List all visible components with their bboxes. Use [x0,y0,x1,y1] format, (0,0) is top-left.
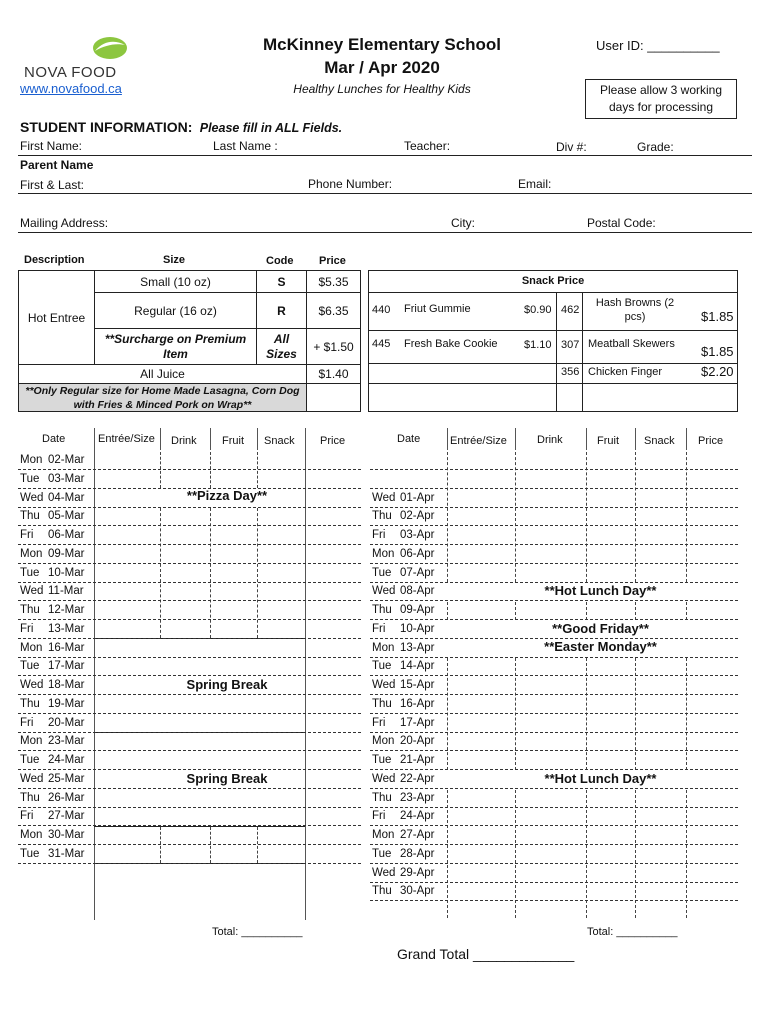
april-date-label: 15-Apr [400,679,435,691]
snack-307-code: 307 [561,339,580,351]
march-date-label: 17-Mar [48,660,85,672]
march-row-divider [18,825,361,826]
hot-lunch-day-label-1: **Hot Lunch Day** [544,583,657,598]
april-row-divider [370,469,738,470]
march-row-divider [18,563,361,564]
last-name-field[interactable]: Last Name : [213,139,278,153]
april-row-divider [370,769,738,770]
march-day-label: Thu [20,698,40,710]
march-row-divider [18,844,361,845]
april-day-label: Thu [372,510,392,522]
march-date-label: 05-Mar [48,510,85,522]
april-row-divider [370,544,738,545]
april-row-divider [370,844,738,845]
nova-food-logo [90,34,130,62]
brand-name: NOVA FOOD [24,64,117,81]
april-date-label: 23-Apr [400,792,435,804]
regular-size-note [18,383,307,412]
march-day-label: Mon [20,548,43,560]
april-row-divider [370,600,738,601]
snack-440-price: $0.90 [524,304,552,316]
user-id-field[interactable]: User ID: __________ [596,38,720,53]
surcharge-premium [94,328,257,365]
price-regular [306,292,361,329]
april-day-label: Wed [372,585,396,597]
march-date-label: 02-Mar [48,454,85,466]
first-last-field[interactable]: First & Last: [20,178,85,192]
april-row-divider [370,750,738,751]
march-day-label: Tue [20,660,40,672]
hot-entree-cell [18,270,95,365]
march-date-label: 16-Mar [48,642,85,654]
march-day-label: Wed [20,773,44,785]
april-date-label: 24-Apr [400,810,435,822]
march-row-divider [18,600,361,601]
april-date-label: 09-Apr [400,604,435,616]
code-all-sizes [256,328,307,365]
march-date-label: 18-Mar [48,679,85,691]
march-day-label: Wed [20,585,44,597]
snack-price-header: Snack Price [521,275,585,287]
april-date-label: 06-Apr [400,548,435,560]
good-friday-label: **Good Friday** [552,621,649,636]
parent-name-heading: Parent Name [20,158,94,172]
postal-code-field[interactable]: Postal Code: [587,216,656,230]
teacher-field[interactable]: Teacher: [404,139,451,153]
march-day-label: Fri [20,810,34,822]
march-date-label: 30-Mar [48,829,85,841]
march-row-divider [18,525,361,526]
april-date-label: 20-Apr [400,735,435,747]
spring-break-label-2: Spring Break [186,771,268,786]
tagline: Healthy Lunches for Healthy Kids [293,82,471,96]
mar-header-snack: Snack [264,435,295,447]
april-day-label: Thu [372,792,392,804]
march-date-label: 03-Mar [48,473,85,485]
grade-field[interactable]: Grade: [637,140,674,154]
april-row-divider [370,563,738,564]
first-name-field[interactable]: First Name: [20,139,83,153]
apr-header-fruit: Fruit [597,435,619,447]
snack-445-name: Fresh Bake Cookie [404,338,498,350]
march-day-label: Thu [20,792,40,804]
april-day-label: Tue [372,848,392,860]
april-day-label: Wed [372,492,396,504]
email-field[interactable]: Email: [518,177,552,191]
april-row-divider [370,488,738,489]
march-date-label: 12-Mar [48,604,85,616]
march-date-label: 09-Mar [48,548,85,560]
march-day-label: Tue [20,473,40,485]
entree-header-description: Description [24,254,85,266]
size-regular-label: Regular (16 oz) [134,303,217,318]
march-date-label: 27-Mar [48,810,85,822]
april-date-label: 02-Apr [400,510,435,522]
snack-445-code: 445 [372,338,391,350]
snack-462-name [588,296,682,324]
march-day-label: Mon [20,829,43,841]
code-small [256,270,307,293]
code-regular [256,292,307,329]
mar-header-date: Date [42,433,66,445]
april-day-label: Fri [372,810,386,822]
snack-440-name: Friut Gummie [404,303,471,315]
price-juice-label: $1.40 [318,367,349,381]
apr-header-drink: Drink [537,434,563,446]
price-small [306,270,361,293]
april-row-divider [370,900,738,901]
snack-356-price: $2.20 [701,364,734,379]
march-day-label: Thu [20,510,40,522]
april-day-label: Tue [372,754,392,766]
april-date-label: 13-Apr [400,642,435,654]
apr-header-entree: Entrée/Size [450,435,507,447]
city-field[interactable]: City: [451,216,475,230]
march-date-label: 25-Mar [48,773,85,785]
march-day-label: Tue [20,567,40,579]
price-juice [306,364,361,384]
snack-307-name: Meatball Skewers [588,338,675,350]
mar-header-fruit: Fruit [222,435,244,447]
april-date-label: 01-Apr [400,492,435,504]
price-surcharge-label: + $1.50 [313,339,354,354]
april-day-label: Mon [372,735,395,747]
mar-header-drink: Drink [171,435,197,447]
student-info-instruction: Please fill in ALL Fields. [199,121,343,135]
april-date-label: 29-Apr [400,867,435,879]
div-field[interactable]: Div #: [556,140,587,154]
april-date-label: 16-Apr [400,698,435,710]
march-date-label: 20-Mar [48,717,85,729]
april-day-label: Wed [372,773,396,785]
april-date-label: 28-Apr [400,848,435,860]
march-date-label: 11-Mar [48,585,84,597]
march-row-divider [18,675,361,676]
entree-header-price: Price [319,255,346,267]
april-date-label: 07-Apr [400,567,435,579]
march-date-label: 04-Mar [48,492,85,504]
april-row-divider [370,675,738,676]
march-row-divider [18,619,361,620]
march-day-label: Wed [20,492,44,504]
april-day-label: Wed [372,679,396,691]
march-day-label: Mon [20,454,43,466]
march-date-label: 06-Mar [48,529,85,541]
march-date-label: 10-Mar [48,567,85,579]
leaf-logo-icon [90,34,130,62]
surcharge-premium-label: **Surcharge on Premium Item [104,331,247,361]
snack-462-name-text: Hash Browns (2 pcs) [595,297,675,323]
march-day-label: Fri [20,529,34,541]
all-juice [18,364,307,384]
april-date-label: 17-Apr [400,717,435,729]
march-day-label: Tue [20,848,40,860]
pizza-day-label: **Pizza Day** [186,488,268,503]
snack-307-price: $1.85 [701,344,734,359]
april-row-divider [370,825,738,826]
april-date-label: 08-Apr [400,585,435,597]
april-date-label: 21-Apr [400,754,435,766]
entree-header-size: Size [163,254,186,266]
april-day-label: Fri [372,717,386,729]
march-day-label: Wed [20,679,44,691]
snack-445-price: $1.10 [524,339,552,351]
april-date-label: 27-Apr [400,829,435,841]
march-day-label: Mon [20,642,43,654]
march-date-label: 13-Mar [48,623,85,635]
march-date-label: 23-Mar [48,735,85,747]
march-row-divider [18,788,361,789]
processing-notice [585,79,737,119]
student-info-heading [20,119,342,135]
code-regular-label: R [277,303,286,318]
april-date-label: 22-Apr [400,773,435,785]
code-small-label: S [277,274,286,289]
march-day-label: Thu [20,604,40,616]
march-day-label: Fri [20,717,34,729]
april-row-divider [370,694,738,695]
price-surcharge [306,328,361,365]
apr-header-price: Price [698,435,724,447]
hot-lunch-day-label-2: **Hot Lunch Day** [544,771,657,786]
april-day-label: Thu [372,885,392,897]
march-row-divider [18,769,361,770]
processing-notice-text: Please allow 3 working days for processing [599,83,723,114]
april-row-divider [370,788,738,789]
march-date-label: 31-Mar [48,848,85,860]
mar-header-entree: Entrée/Size [98,433,155,445]
april-row-divider [370,713,738,714]
april-day-label: Mon [372,642,395,654]
school-title: McKinney Elementary School [262,35,502,54]
april-day-label: Tue [372,567,392,579]
phone-field[interactable]: Phone Number: [308,177,393,191]
march-row-divider [18,750,361,751]
march-row-divider [18,694,361,695]
period-title: Mar / Apr 2020 [324,58,440,77]
april-day-label: Tue [372,660,392,672]
mar-header-price: Price [320,435,346,447]
april-day-label: Mon [372,829,395,841]
march-row-divider [18,713,361,714]
april-day-label: Thu [372,604,392,616]
apr-header-snack: Snack [644,435,675,447]
march-row-divider [18,544,361,545]
april-row-divider [370,525,738,526]
entree-header-code: Code [266,255,294,267]
size-regular [94,292,257,329]
april-row-divider [370,863,738,864]
code-all-sizes-label: All Sizes [266,331,297,361]
april-row-divider [370,619,738,620]
snack-462-price: $1.85 [701,309,734,324]
price-regular-label: $6.35 [318,303,349,318]
march-day-label: Mon [20,735,43,747]
april-day-label: Thu [372,698,392,710]
student-info-title: STUDENT INFORMATION: [20,119,193,135]
snack-356-code: 356 [561,366,580,378]
march-day-label: Tue [20,754,40,766]
snack-356-name: Chicken Finger [588,366,662,378]
april-day-label: Mon [372,548,395,560]
april-date-label: 14-Apr [400,660,435,672]
march-total-field[interactable]: Total: __________ [212,926,303,938]
apr-header-date: Date [397,433,421,445]
march-date-label: 24-Mar [48,754,85,766]
regular-size-note-text: **Only Regular size for Home Made Lasagna, Corn Dog with Fries & Minced Pork on Wrap** [25,384,300,411]
size-small-label: Small (10 oz) [140,274,211,289]
april-date-label: 30-Apr [400,885,435,897]
mailing-address-field[interactable]: Mailing Address: [20,216,109,230]
april-total-field[interactable]: Total: __________ [587,926,678,938]
snack-462-code: 462 [561,304,580,316]
april-day-label: Fri [372,529,386,541]
april-date-label: 03-Apr [400,529,435,541]
april-day-label: Fri [372,623,386,635]
size-small [94,270,257,293]
april-date-label: 10-Apr [400,623,435,635]
march-row-divider [18,469,361,470]
brand-link[interactable]: www.novafood.ca [20,81,122,96]
price-small-label: $5.35 [318,274,349,289]
march-row-divider [18,638,361,639]
march-row-divider [18,863,361,864]
all-juice-label: All Juice [140,367,185,381]
hot-entree-label: Hot Entree [27,310,86,325]
easter-monday-label: **Easter Monday** [544,639,657,654]
march-date-label: 26-Mar [48,792,85,804]
march-day-label: Fri [20,623,34,635]
grand-total-field[interactable]: Grand Total _____________ [397,946,575,962]
spring-break-label-1: Spring Break [186,677,268,692]
march-date-label: 19-Mar [48,698,85,710]
snack-440-code: 440 [372,304,391,316]
april-day-label: Wed [372,867,396,879]
